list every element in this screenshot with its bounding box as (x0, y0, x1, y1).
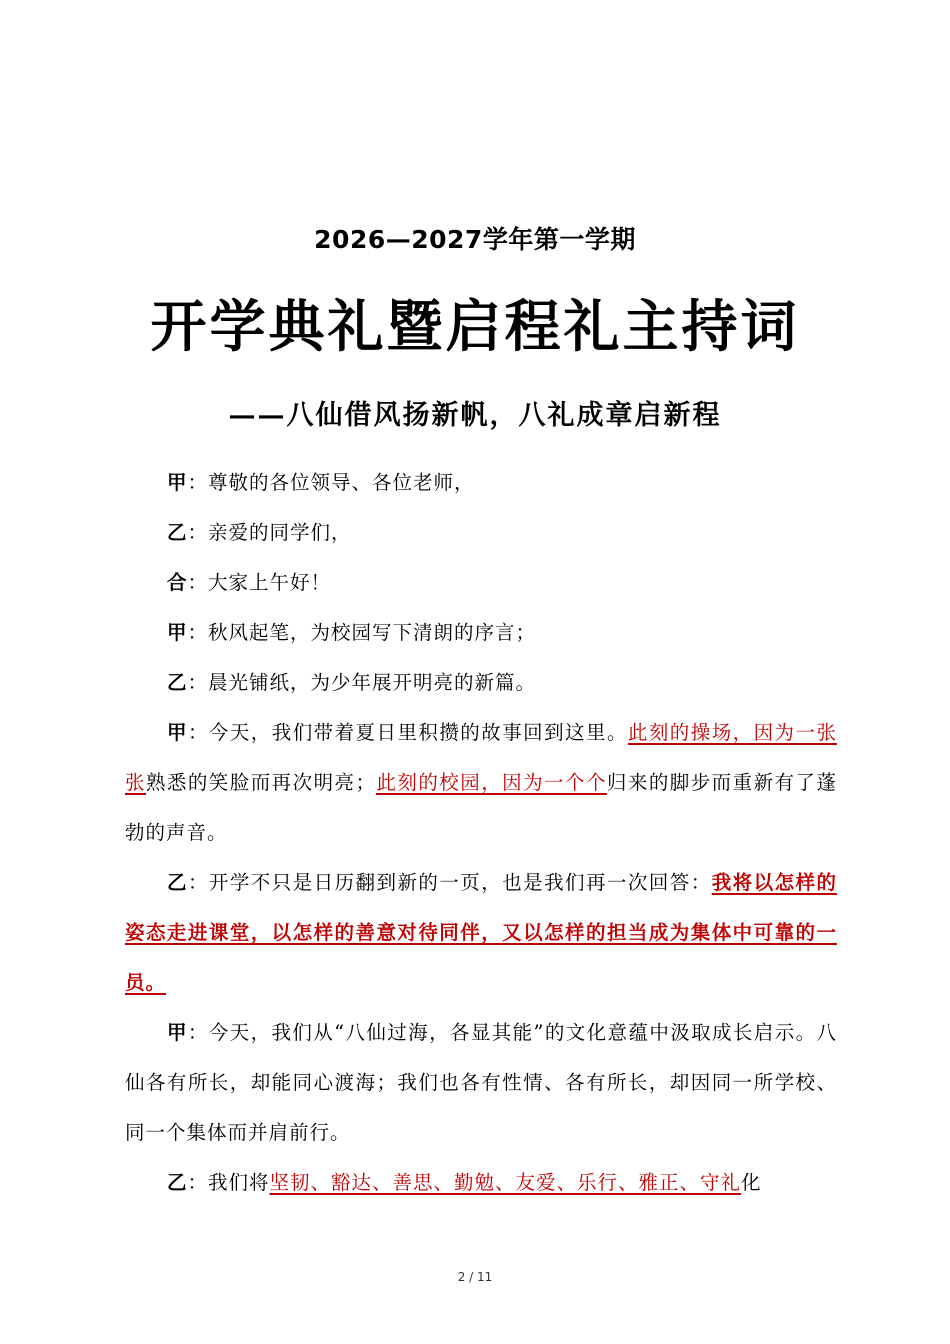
speaker-label: 乙 (167, 1171, 188, 1194)
paragraph-text: ：大家上午好！ (187, 571, 332, 594)
page-number: 2 / 11 (457, 1270, 493, 1284)
highlighted-text: 此刻的校园，因为一个个 (375, 771, 607, 794)
script-paragraph (125, 1008, 837, 1158)
paragraph-text: 归来的脚步而重新有了蓬勃的声音。 (125, 771, 837, 844)
paragraph-text: 化 (741, 1171, 762, 1194)
paragraph-text: 熟悉的笑脸而再次明亮； (145, 771, 376, 794)
script-paragraph (125, 558, 837, 608)
speaker-label: 甲 (167, 1021, 188, 1044)
speaker-label: 甲 (167, 721, 188, 744)
speaker-label: 乙 (167, 871, 188, 894)
paragraph-text: ：秋风起笔，为校园写下清朗的序言； (187, 621, 537, 644)
script-paragraph (125, 658, 837, 708)
script-paragraph (125, 1158, 837, 1208)
script-paragraph (125, 708, 837, 858)
speaker-label: 合 (167, 571, 188, 594)
document-tagline: ——八仙借风扬新帆，八礼成章启新程 (228, 400, 722, 431)
paragraph-text: ：亲爱的同学们， (187, 521, 352, 544)
document-title: 开学典礼暨启程礼主持词 (150, 295, 800, 360)
semester-heading: 2026—2027学年第一学期 (314, 225, 636, 254)
speaker-label: 乙 (167, 521, 188, 544)
speaker-label: 甲 (167, 621, 188, 644)
highlighted-text: 此刻的操场，因为一张张 (125, 721, 837, 794)
script-paragraph (125, 508, 837, 558)
document-body (125, 458, 837, 1208)
script-paragraph (125, 858, 837, 1008)
speaker-label: 乙 (167, 671, 188, 694)
speaker-label: 甲 (167, 471, 188, 494)
paragraph-text: ：尊敬的各位领导、各位老师， (187, 471, 475, 494)
paragraph-text: ：我们将 (187, 1171, 270, 1194)
paragraph-text: ：晨光铺纸，为少年展开明亮的新篇。 (187, 671, 537, 694)
paragraph-text: ：今天，我们带着夏日里积攒的故事回到这里。 (187, 721, 628, 744)
script-paragraph (125, 608, 837, 658)
highlighted-text: 我将以怎样的姿态走进课堂，以怎样的善意对待同伴，又以怎样的担当成为集体中可靠的一员。 (125, 871, 837, 994)
paragraph-text: ：今天，我们从“八仙过海，各显其能”的文化意蕴中汲取成长启示。八仙各有所长，却能同心渡海；我们也各有性情、各有所长，却因同一所学校、同一个集体而并肩前行。 (125, 1021, 837, 1144)
highlighted-text: 坚韧、豁达、善思、勤勉、友爱、乐行、雅正、守礼 (269, 1171, 742, 1194)
paragraph-text: ：开学不只是日历翻到新的一页，也是我们再一次回答： (187, 871, 712, 894)
script-paragraph (125, 458, 837, 508)
